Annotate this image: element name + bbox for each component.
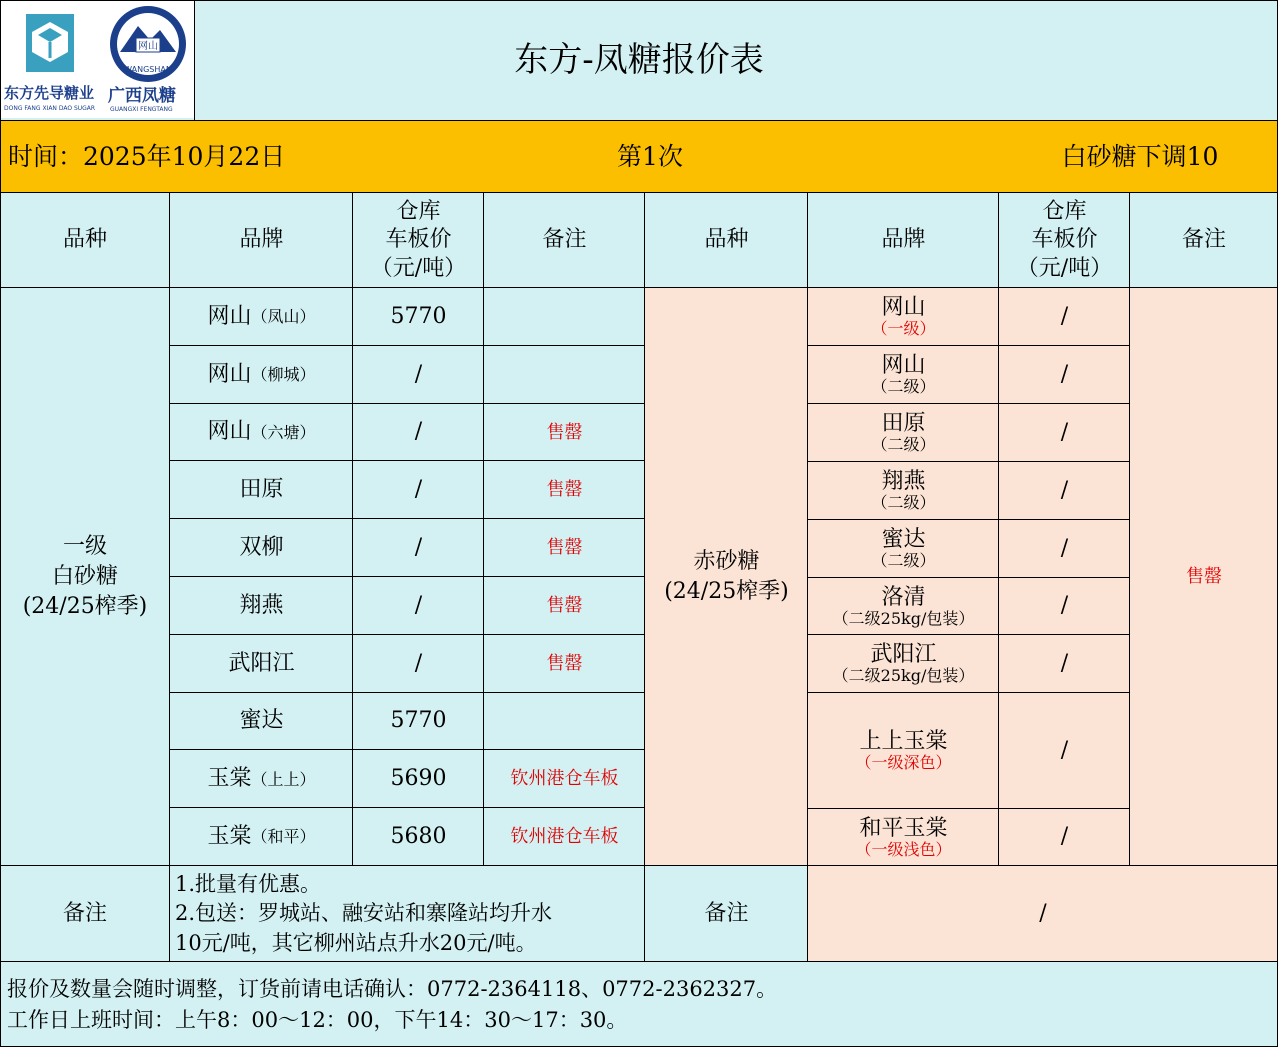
grid-line — [194, 0, 195, 121]
brand-name: 武阳江 — [228, 650, 295, 676]
brand-name: 双柳 — [239, 534, 284, 560]
white-sugar-price: 5770 — [390, 708, 447, 734]
brand-origin: （和平） — [251, 827, 316, 847]
brand-name: 网山 — [207, 361, 252, 387]
white-sugar-note: 售罄 — [546, 537, 583, 559]
white-sugar-price: / — [414, 477, 423, 503]
white-sugar-price: 5690 — [390, 766, 447, 792]
grid-line — [170, 345, 645, 346]
brand-name: 田原 — [881, 411, 926, 437]
white-sugar-brand — [170, 288, 353, 346]
white-sugar-price: / — [414, 534, 423, 560]
brand-grade: （一级） — [871, 319, 936, 339]
grid-line — [808, 634, 1130, 635]
svg-text:广西凤糖: 广西凤糖 — [108, 86, 176, 106]
grid-line — [170, 692, 645, 693]
grid-line — [0, 192, 1278, 193]
white-sugar-brand — [170, 346, 353, 404]
header-brand-left: 品牌 — [239, 227, 284, 253]
brown-sugar-brand — [808, 462, 999, 520]
white-sugar-brand — [170, 635, 353, 693]
brand-name: 武阳江 — [870, 642, 937, 668]
brand-name: 网山 — [207, 419, 252, 445]
brand-grade: （二级） — [871, 435, 936, 455]
svg-text:WANGSHAN: WANGSHAN — [124, 65, 172, 74]
brand-grade: （二级） — [871, 377, 936, 397]
brand-grade: （二级25kg/包装） — [832, 608, 975, 628]
white-sugar-note — [484, 346, 645, 404]
grid-line — [170, 634, 645, 635]
grid-line — [169, 193, 170, 962]
remarks-value-right: / — [1039, 900, 1047, 926]
brown-sugar-price: / — [1060, 361, 1069, 387]
brown-sugar-price: / — [1060, 535, 1069, 561]
header-variety-right: 品种 — [704, 227, 749, 253]
white-sugar-price: / — [414, 650, 423, 676]
white-sugar-price: 5770 — [390, 303, 447, 329]
brand-grade: （二级25kg/包装） — [832, 666, 975, 686]
grid-line — [807, 193, 808, 962]
brand-name: 蜜达 — [881, 527, 926, 553]
header-price-right: 仓库 车板价 （元/吨） — [1016, 198, 1113, 281]
brand-origin: （上上） — [251, 769, 316, 789]
brown-sugar-brand — [808, 520, 999, 578]
svg-text:DONG FANG XIAN DAO SUGAR: DONG FANG XIAN DAO SUGAR — [4, 105, 96, 112]
grid-line — [808, 403, 1130, 404]
white-sugar-note: 钦州港仓车板 — [510, 826, 619, 848]
white-sugar-variety: 一级 白砂糖 (24/25榨季) — [22, 534, 148, 619]
footer-text: 报价及数量会随时调整，订货前请电话确认：0772-2364118、0772-2362327。 工作日上班时间：上午8：00～12：00，下午14：30～17：30。 — [7, 977, 778, 1032]
svg-text:网山: 网山 — [138, 41, 158, 52]
round-text: 第1次 — [617, 142, 683, 171]
remarks-label: 备注 — [62, 900, 107, 926]
grid-line — [808, 808, 1130, 809]
brand-name: 蜜达 — [239, 708, 284, 734]
white-sugar-note: 售罄 — [546, 421, 583, 443]
grid-line — [644, 193, 645, 962]
brand-origin: （凤山） — [251, 307, 316, 327]
brand-name: 网山 — [207, 303, 252, 329]
grid-line — [483, 193, 484, 866]
white-sugar-note: 售罄 — [546, 479, 583, 501]
grid-line — [808, 577, 1130, 578]
brand-name: 网山 — [881, 295, 926, 321]
header-brand-right: 品牌 — [881, 227, 926, 253]
white-sugar-brand — [170, 693, 353, 751]
header-price-left: 仓库 车板价 （元/吨） — [370, 198, 467, 281]
white-sugar-brand — [170, 519, 353, 577]
grid-line — [0, 0, 1, 1047]
grid-line — [170, 576, 645, 577]
brown-sugar-brand — [808, 635, 999, 693]
company-logos-icon — [0, 0, 194, 118]
white-sugar-note — [484, 693, 645, 751]
white-sugar-brand — [170, 404, 353, 462]
brand-name: 上上玉棠 — [859, 729, 948, 755]
remarks-text: 1.批量有优惠。 2.包送：罗城站、融安站和寨隆站均升水 10元/吨，其它柳州站点升水20元/吨。 — [175, 871, 553, 955]
brown-sugar-brand — [808, 404, 999, 462]
brown-sugar-price: / — [1060, 824, 1069, 850]
brown-sugar-brand — [808, 809, 999, 866]
brown-sugar-price: / — [1060, 593, 1069, 619]
brand-name: 田原 — [239, 477, 284, 503]
grid-line — [170, 749, 645, 750]
svg-text:GUANGXI FENGTANG: GUANGXI FENGTANG — [110, 106, 173, 113]
white-sugar-brand — [170, 461, 353, 519]
grid-line — [352, 193, 353, 866]
brand-name: 玉棠 — [207, 766, 252, 792]
white-sugar-price: 5680 — [390, 823, 447, 849]
grid-line — [1129, 193, 1130, 866]
white-sugar-brand — [170, 750, 353, 808]
grid-line — [170, 403, 645, 404]
brown-sugar-brand — [808, 693, 999, 809]
grid-line — [170, 807, 645, 808]
brown-sugar-price: / — [1060, 477, 1069, 503]
white-sugar-price: / — [414, 361, 423, 387]
brown-sugar-variety: 赤砂糖 (24/25榨季) — [664, 549, 789, 604]
brown-sugar-brand — [808, 288, 999, 346]
brand-grade: （一级浅色） — [855, 839, 952, 859]
white-sugar-price: / — [414, 419, 423, 445]
white-sugar-price: / — [414, 592, 423, 618]
grid-line — [0, 865, 1278, 866]
brown-sugar-price: / — [1060, 303, 1069, 329]
remarks-label-right: 备注 — [704, 900, 749, 926]
grid-line — [170, 518, 645, 519]
grid-line — [170, 460, 645, 461]
grid-line — [0, 0, 1278, 1]
brown-sugar-brand — [808, 578, 999, 635]
brand-origin: （六塘） — [251, 422, 316, 442]
brown-sugar-price: / — [1060, 419, 1069, 445]
svg-text:东方先导糖业: 东方先导糖业 — [4, 84, 95, 102]
grid-line — [0, 961, 1278, 962]
brand-name: 翔燕 — [239, 592, 284, 618]
brown-sugar-price: / — [1060, 737, 1069, 763]
grid-line — [0, 120, 1278, 121]
brand-name: 翔燕 — [881, 469, 926, 495]
header-variety-left: 品种 — [62, 227, 107, 253]
brand-name: 玉棠 — [207, 823, 252, 849]
change-text: 白砂糖下调10 — [1061, 142, 1219, 171]
grid-line — [998, 193, 999, 866]
brand-name: 洛清 — [881, 584, 926, 610]
white-sugar-brand — [170, 577, 353, 635]
brown-sugar-note: 售罄 — [1186, 566, 1222, 588]
white-sugar-note: 钦州港仓车板 — [510, 768, 619, 790]
page-title: 东方-凤糖报价表 — [514, 40, 764, 81]
brand-grade: （一级深色） — [855, 753, 952, 773]
grid-line — [808, 345, 1130, 346]
grid-line — [808, 519, 1130, 520]
brand-grade: （二级） — [871, 551, 936, 571]
brand-grade: （二级） — [871, 493, 936, 513]
grid-line — [808, 692, 1130, 693]
white-sugar-note — [484, 288, 645, 346]
brown-sugar-price: / — [1060, 650, 1069, 676]
white-sugar-brand — [170, 808, 353, 866]
brand-name: 网山 — [881, 353, 926, 379]
header-note-left: 备注 — [542, 227, 587, 253]
white-sugar-note: 售罄 — [546, 652, 583, 674]
date-text: 时间：2025年10月22日 — [8, 142, 286, 171]
brown-sugar-brand — [808, 346, 999, 404]
grid-line — [808, 461, 1130, 462]
header-note-right: 备注 — [1181, 227, 1226, 253]
brand-name: 和平玉棠 — [859, 815, 948, 841]
grid-line — [0, 287, 1278, 288]
white-sugar-note: 售罄 — [546, 595, 583, 617]
brand-origin: （柳城） — [251, 365, 316, 385]
logo-area — [0, 0, 194, 118]
